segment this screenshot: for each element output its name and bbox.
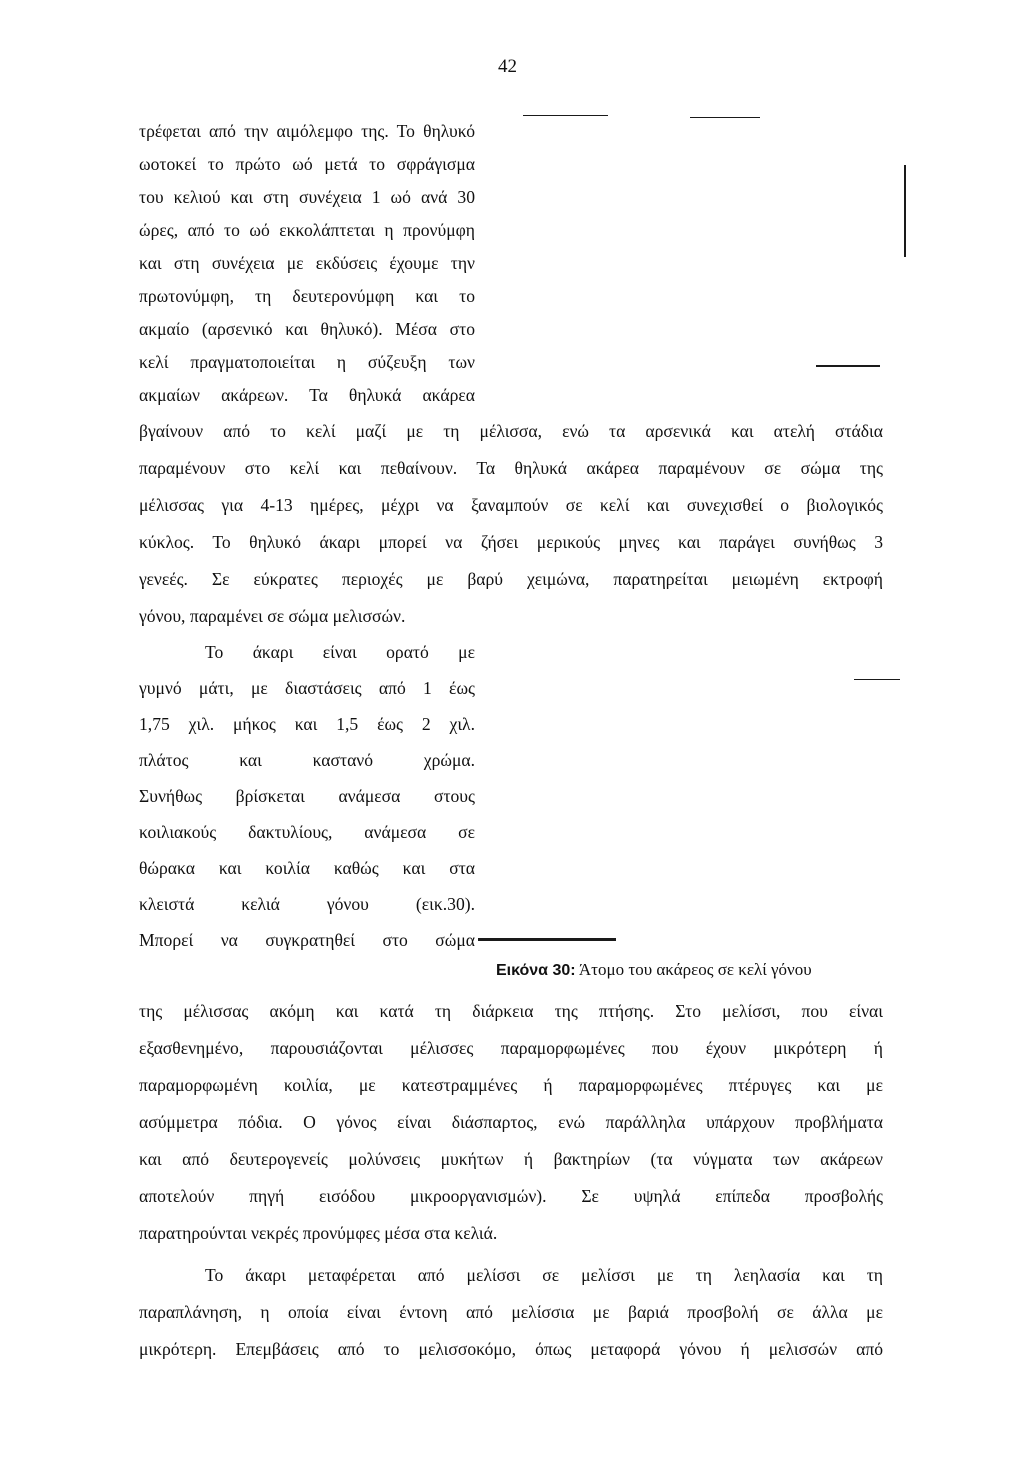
- paragraph-line: ωοτοκεί το πρώτο ωό μετά το σφράγισμα: [139, 154, 475, 174]
- paragraph-line: και από δευτερογενείς μολύνσεις μυκήτων ή βακτηρίων (τα νύγματα των ακάρεων: [139, 1149, 883, 1169]
- paragraph-line: ακμαίων ακάρεων. Τα θηλυκά ακάρεα: [139, 385, 475, 405]
- paragraph-line: παραμορφωμένη κοιλία, με κατεστραμμένες ή παραμορφωμένες πτέρυγες και με: [139, 1075, 883, 1095]
- paragraph-line: της μέλισσας ακόμη και κατά τη διάρκεια της πτήσης. Στο μελίσσι, που είναι: [139, 1001, 883, 1021]
- figure-caption-text: Άτομο του ακάρεος σε κελί γόνου: [578, 960, 812, 979]
- paragraph-line: πλάτος και καστανό χρώμα.: [139, 750, 475, 770]
- paragraph-line: μικρότερη. Επεμβάσεις από το μελισσοκόμο, όπως μεταφορά γόνου ή μελισσών από: [139, 1339, 883, 1359]
- paragraph-line: κύκλος. Το θηλυκό άκαρι μπορεί να ζήσει μερικούς μηνες και παράγει συνήθως 3: [139, 532, 883, 552]
- paragraph-line: κοιλιακούς δακτυλίους, ανάμεσα σε: [139, 822, 475, 842]
- paragraph-line: γόνου, παραμένει σε σώμα μελισσών.: [139, 606, 406, 626]
- paragraph-line: βγαίνουν από το κελί μαζί με τη μέλισσα, ενώ τα αρσενικά και ατελή στάδια: [139, 421, 883, 441]
- paragraph-line: του κελιού και στη συνέχεια 1 ωό ανά 30: [139, 187, 475, 207]
- scan-mark: [478, 938, 616, 941]
- paragraph-line: αποτελούν πηγή εισόδου μικροοργανισμών). Σε υψηλά επίπεδα προσβολής: [139, 1186, 883, 1206]
- scan-mark: [690, 117, 760, 118]
- paragraph-line: θώρακα και κοιλία καθώς και στα: [139, 858, 475, 878]
- scan-mark: [816, 365, 880, 367]
- paragraph-line: 1,75 χιλ. μήκος και 1,5 έως 2 χιλ.: [139, 714, 475, 734]
- figure-image-area: [478, 110, 908, 955]
- paragraph-line: εξασθενημένο, παρουσιάζονται μέλισσες παραμορφωμένες που έχουν μικρότερη ή: [139, 1038, 883, 1058]
- paragraph-line: παρατηρούνται νεκρές προνύμφες μέσα στα κελιά.: [139, 1223, 498, 1243]
- paragraph-line: ακμαίο (αρσενικό και θηλυκό). Μέσα στο: [139, 319, 475, 339]
- paragraph-line: Μπορεί να συγκρατηθεί στο σώμα: [139, 930, 475, 950]
- paragraph-line: γενεές. Σε εύκρατες περιοχές με βαρύ χειμώνα, παρατηρείται μειωμένη εκτροφή: [139, 569, 883, 589]
- paragraph-line: ώρες, από το ωό εκκολάπτεται η προνύμφη: [139, 220, 475, 240]
- paragraph-line: παραμένουν στο κελί και πεθαίνουν. Τα θηλυκά ακάρεα παραμένουν σε σώμα της: [139, 458, 883, 478]
- scan-mark: [854, 679, 900, 680]
- figure-label: Εικόνα 30:: [496, 962, 576, 979]
- paragraph-line: κλειστά κελιά γόνου (εικ.30).: [139, 894, 475, 914]
- paragraph-line: πρωτονύμφη, τη δευτερονύμφη και το: [139, 286, 475, 306]
- paragraph-line: Το άκαρι μεταφέρεται από μελίσσι σε μελίσσι με τη λεηλασία και τη: [205, 1265, 883, 1285]
- paragraph-line: και στη συνέχεια με εκδύσεις έχουμε την: [139, 253, 475, 273]
- scan-mark: [523, 115, 608, 116]
- paragraph-line: Συνήθως βρίσκεται ανάμεσα στους: [139, 786, 475, 806]
- paragraph-line: μέλισσας για 4-13 ημέρες, μέχρι να ξαναμπούν σε κελί και συνεχισθεί ο βιολογικός: [139, 495, 883, 515]
- figure-caption: [496, 959, 892, 982]
- paragraph-line: Το άκαρι είναι ορατό με: [205, 642, 475, 662]
- paragraph-line: γυμνό μάτι, με διαστάσεις από 1 έως: [139, 678, 475, 698]
- paragraph-line: ασύμμετρα πόδια. Ο γόνος είναι διάσπαρτος, ενώ παράλληλα υπάρχουν προβλήματα: [139, 1112, 883, 1132]
- page-number: 42: [498, 56, 517, 77]
- paragraph-line: κελί πραγματοποιείται η σύζευξη των: [139, 352, 475, 372]
- paragraph-line: παραπλάνηση, η οποία είναι έντονη από μελίσσια με βαριά προσβολή σε άλλα με: [139, 1302, 883, 1322]
- paragraph-line: τρέφεται από την αιμόλεμφο της. Το θηλυκό: [139, 121, 475, 141]
- scan-mark: [904, 165, 906, 257]
